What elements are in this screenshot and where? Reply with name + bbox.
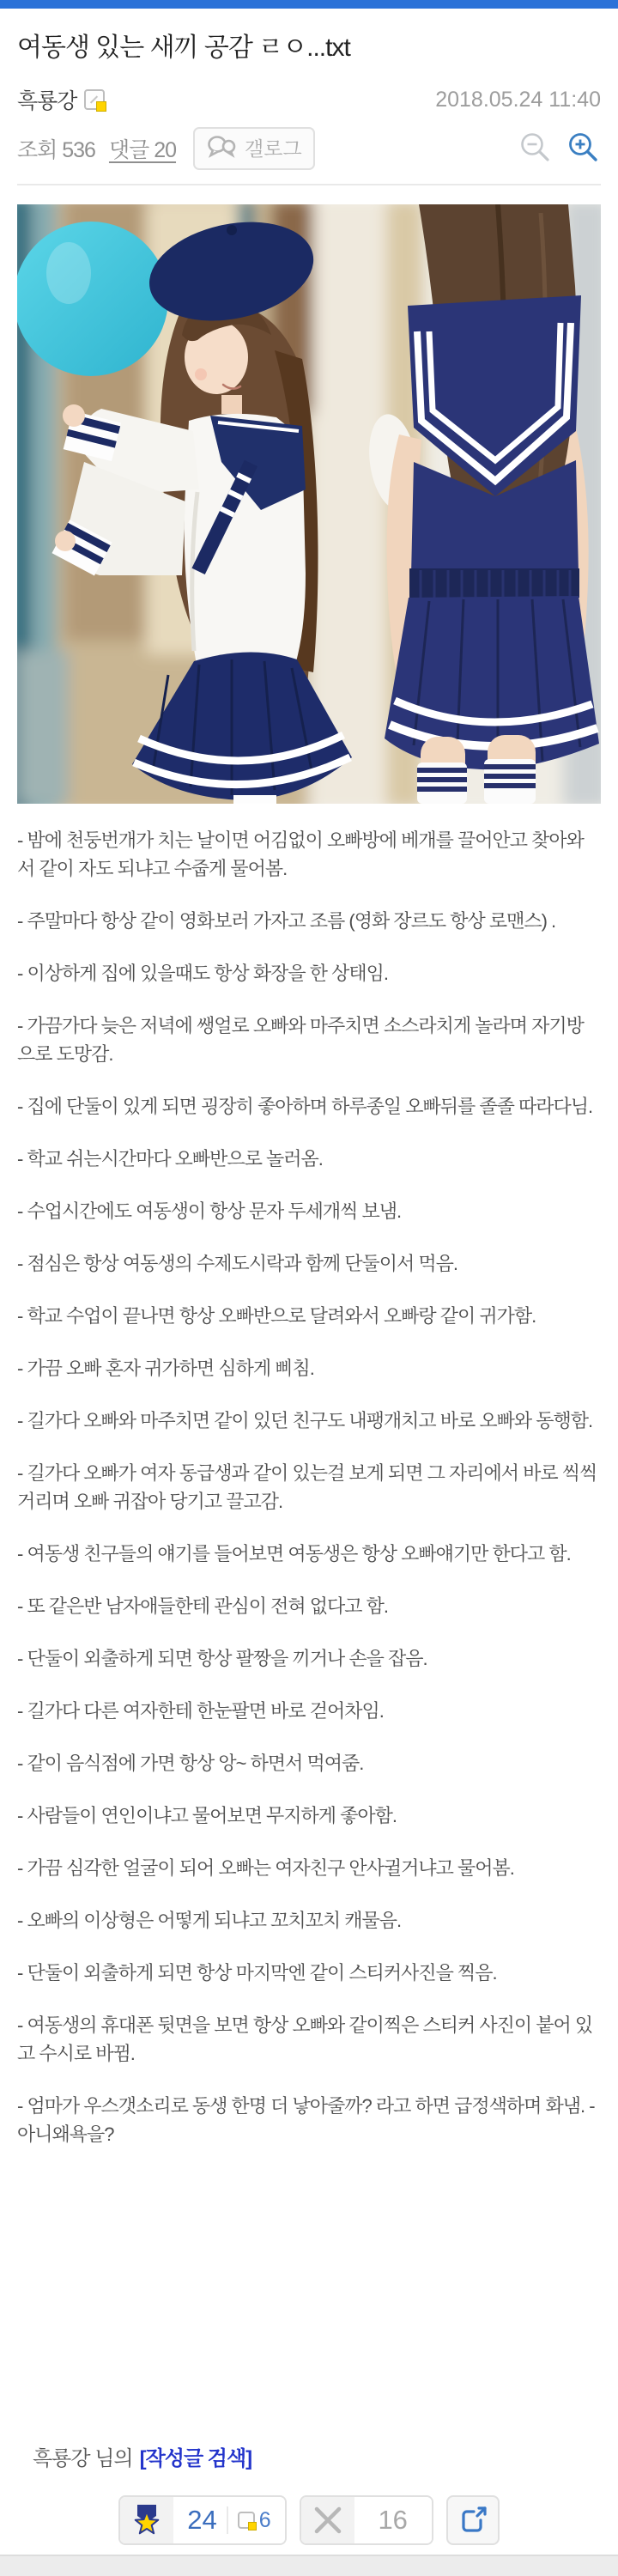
browser-top-bar: [0, 0, 618, 9]
post-paragraph: - 이상하게 집에 있을때도 항상 화장을 한 상태임.: [17, 963, 389, 984]
recommend-counts: [173, 2497, 284, 2543]
footer-author-line: [33, 2441, 251, 2471]
x-icon: [312, 2505, 343, 2536]
post-title: 여동생 있는 새끼 공감 ㄹㅇ...txt: [17, 33, 350, 62]
gallog-button[interactable]: [193, 127, 315, 170]
author-wrap[interactable]: [17, 84, 105, 115]
gallog-icon[interactable]: [84, 89, 105, 110]
chat-bubbles-icon: [206, 135, 237, 162]
balloon: [17, 222, 168, 376]
header-divider: [17, 184, 601, 185]
author-name[interactable]: 흑룡강: [17, 89, 77, 113]
post-image[interactable]: [17, 204, 601, 804]
meta-row: [17, 127, 601, 170]
post-paragraph: - 같이 음식점에 가면 항상 앙~ 하면서 먹여줌.: [17, 1753, 364, 1774]
post-paragraph: - 엄마가 우스갯소리로 동생 한명 더 낳아줄까? 라고 하면 급정색하며 화냄. - 아니왜욕을?: [17, 2095, 595, 2145]
post-paragraph: - 점심은 항상 여동생의 수제도시락과 함께 단둘이서 먹음.: [17, 1253, 458, 1274]
downvote-group: [300, 2495, 433, 2545]
author-row: [17, 84, 601, 115]
zoom-in-icon[interactable]: [566, 131, 601, 166]
gallog-icon: [238, 2512, 255, 2529]
star-icon: [129, 2502, 165, 2538]
font-zoom-controls: [518, 131, 601, 166]
author-posts-search-link[interactable]: [작성글 검색]: [139, 2447, 252, 2470]
post-paragraph: - 사람들이 연인이냐고 물어보면 무지하게 좋아함.: [17, 1805, 397, 1826]
post-paragraph: - 단둘이 외출하게 되면 항상 팔짱을 끼거나 손을 잡음.: [17, 1648, 427, 1669]
post-paragraph: - 단둘이 외출하게 되면 항상 마지막엔 같이 스티커사진을 찍음.: [17, 1962, 497, 1984]
gallog-recommend-count: 6: [258, 2507, 271, 2532]
recommend-group: [118, 2495, 286, 2545]
post-paragraph: - 길가다 오빠가 여자 동급생과 같이 있는걸 보게 되면 그 자리에서 바로 씩씩거리며 오빠 귀잡아 당기고 끌고감.: [17, 1462, 597, 1512]
share-icon: [457, 2505, 488, 2536]
comment-count-link[interactable]: 댓글 20: [108, 138, 177, 162]
post-paragraph: - 학교 쉬는시간마다 오빠반으로 놀러옴.: [17, 1148, 323, 1170]
downvote-count: 16: [378, 2505, 408, 2535]
share-button[interactable]: [446, 2495, 500, 2545]
post-paragraph: - 집에 단둘이 있게 되면 굉장히 좋아하며 하루종일 오빠뒤를 졸졸 따라다님.: [17, 1096, 593, 1117]
downvote-counts: [354, 2497, 432, 2543]
bottom-strip: [0, 2555, 618, 2576]
recommend-button[interactable]: [120, 2497, 173, 2543]
recommend-count: 24: [187, 2505, 217, 2535]
post-body: [0, 826, 618, 2148]
post-paragraph: - 가끔가다 늦은 저녁에 쌩얼로 오빠와 마주치면 소스라치게 놀라며 자기방으로 도망감.: [17, 1015, 584, 1065]
gallog-recommend: [238, 2508, 271, 2533]
post-paragraph: - 학교 수업이 끝나면 항상 오빠반으로 달려와서 오빠랑 같이 귀가함.: [17, 1305, 536, 1327]
post-paragraph: - 오빠의 이상형은 어떻게 되냐고 꼬치꼬치 캐물음.: [17, 1910, 402, 1931]
post-paragraph: - 수업시간에도 여동생이 항상 문자 두세개씩 보냄.: [17, 1200, 402, 1222]
post-paragraph: - 여동생의 휴대폰 뒷면을 보면 항상 오빠와 같이찍은 스티커 사진이 붙어 있고 수시로 바뀜.: [17, 2014, 593, 2064]
post-paragraph: - 길가다 다른 여자한테 한눈팔면 바로 걷어차임.: [17, 1700, 384, 1722]
post-paragraph: - 또 같은반 남자애들한테 관심이 전혀 없다고 함.: [17, 1595, 389, 1617]
post-date: 2018.05.24 11:40: [435, 87, 601, 112]
gallog-button-label: 갤로그: [245, 137, 302, 160]
post-paragraph: - 주말마다 항상 같이 영화보러 가자고 조름 (영화 장르도 항상 로맨스) .: [17, 910, 556, 932]
post-paragraph: - 길가다 오빠와 마주치면 같이 있던 친구도 내팽개치고 바로 오빠와 동행함.: [17, 1410, 593, 1431]
count-divider: [227, 2506, 228, 2534]
zoom-out-icon[interactable]: [518, 131, 553, 166]
post-paragraph: - 여동생 친구들의 얘기를 들어보면 여동생은 항상 오빠얘기만 한다고 함.: [17, 1543, 571, 1564]
vote-bar: [0, 2495, 618, 2545]
view-count: 조회 536: [17, 138, 95, 162]
footer-author-name: 흑룡강 님의: [33, 2447, 133, 2470]
post-paragraph: - 가끔 오빠 혼자 귀가하면 심하게 삐침.: [17, 1358, 314, 1379]
post-header: [0, 31, 618, 170]
post-paragraph: - 밤에 천둥번개가 치는 날이면 어김없이 오빠방에 베개를 끌어안고 찾아와서 같이 자도 되냐고 수줍게 물어봄.: [17, 829, 584, 879]
downvote-button[interactable]: [301, 2497, 354, 2543]
post-paragraph: - 가끔 심각한 얼굴이 되어 오빠는 여자친구 안사귈거냐고 물어봄.: [17, 1857, 514, 1879]
